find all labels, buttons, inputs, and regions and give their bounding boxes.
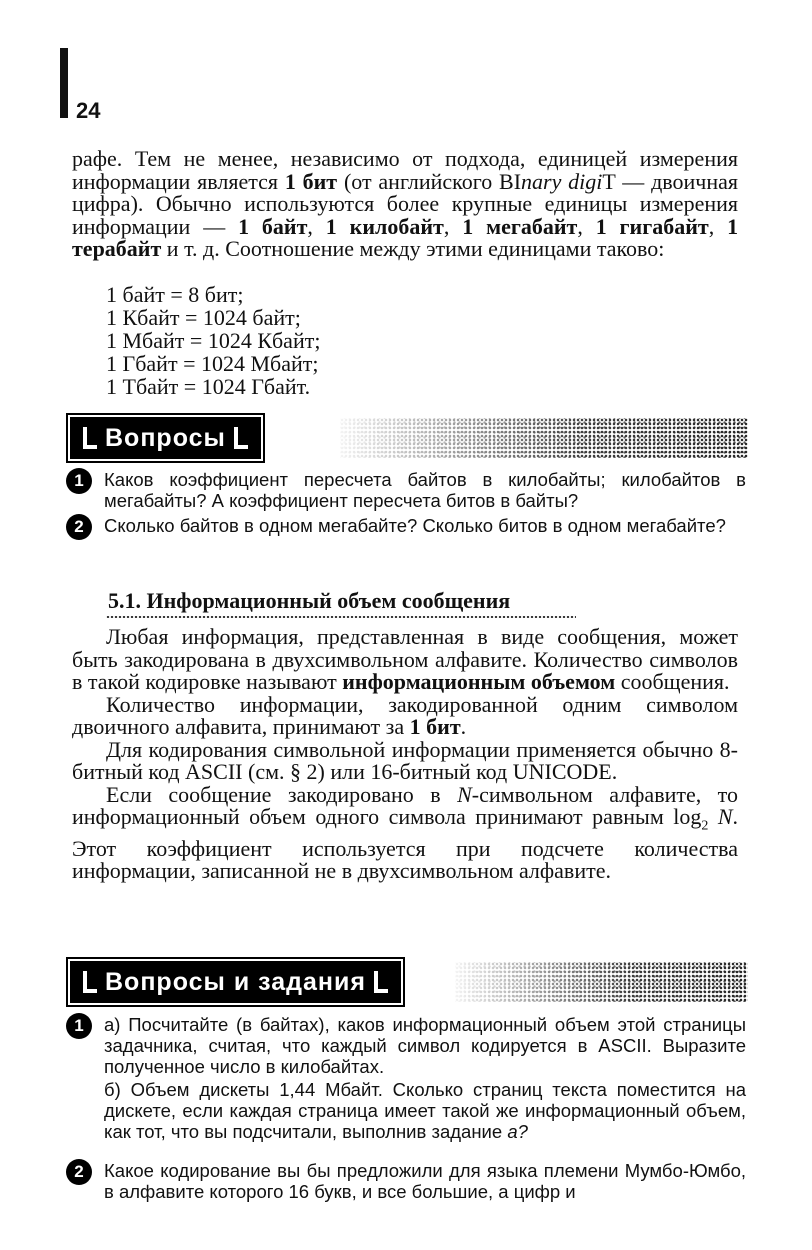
halftone-band [455, 962, 748, 1002]
questions-header-title: Вопросы [105, 423, 226, 452]
section-paragraph: Если сообщение закодировано в N-символьном алфавите, то информационный объем одного символа принимают равным $\log_2 N$. Этот коэффициент используется при подсчете количества информации, записанной не в двухсимвольном алфавите. [72, 781, 739, 884]
questions-and-tasks-header [70, 962, 401, 1002]
section-paragraph: Любая информация, представленная в виде сообщения, может быть закодирована в двухсимвольном алфавите. Количество символов в такой кодировке называют информационным объемом сообщения. [72, 624, 738, 694]
equivalence-line: 1 Кбайт = 1024 байт; [106, 305, 301, 330]
question-number-badge: 2 [66, 514, 92, 540]
question-item [66, 515, 746, 540]
unit-equivalence-list [106, 283, 320, 398]
question-number-badge: 1 [66, 468, 92, 494]
questions-header [70, 418, 261, 458]
question-item [66, 469, 746, 511]
question-text: Каков коэффициент пересчета байтов в килобайты; килобайтов в мегабайты? А коэффициент пересчета битов в байты? [104, 469, 746, 511]
questions-header-label-box [70, 417, 261, 459]
page-marker-bar [60, 48, 68, 118]
corner-mark-icon [374, 971, 388, 993]
section-title-rule [106, 616, 576, 618]
task-text-a: а) Посчитайте (в байтах), каков информационный объем этой страницы задачника, считая, что каждый символ кодируется в ASCII. Выразите полученное число в килобайтах. [104, 1014, 746, 1077]
equivalence-line: 1 байт = 8 бит; [106, 282, 244, 307]
questions-and-tasks-label-box [70, 961, 401, 1003]
equivalence-line: 1 Мбайт = 1024 Кбайт; [106, 328, 321, 353]
task-number-badge: 1 [66, 1013, 92, 1039]
intro-paragraph: рафе. Тем не менее, независимо от подхода, единицей измерения информации является 1 бит (от английского BInary digiT — двоичная цифра). Обычно используются более крупные единицы измерения информации — 1 байт, 1 килобайт, 1 мегабайт, 1 гигабайт, 1 терабайт и т. д. Соотношение между этими единицами таково: [72, 146, 739, 261]
questions-and-tasks-title: Вопросы и задания [105, 967, 366, 996]
task-item [66, 1160, 746, 1202]
equivalence-line: 1 Гбайт = 1024 Мбайт; [106, 351, 319, 376]
corner-mark-icon [83, 427, 97, 449]
corner-mark-icon [234, 427, 248, 449]
section-title: 5.1. Информационный объем сообщения [108, 588, 511, 613]
section-paragraph: Для кодирования символьной информации применяется обычно 8-битный код ASCII (см. § 2) или 16-битный код UNICODE. [72, 736, 738, 784]
question-text: Сколько байтов в одном мегабайте? Сколько битов в одном мегабайте? [104, 515, 726, 536]
task-item [66, 1014, 746, 1142]
corner-mark-icon [83, 971, 97, 993]
section-paragraph: Количество информации, закодированной одним символом двоичного алфавита, принимают за 1 бит. [72, 691, 738, 739]
halftone-band [340, 418, 748, 458]
section-body [72, 626, 738, 883]
task-number-badge: 2 [66, 1159, 92, 1185]
task-text-b: б) Объем дискеты 1,44 Мбайт. Сколько страниц текста поместится на дискете, если каждая страница имеет такой же информационный объем, как тот, что вы подсчитали, выполнив задание а? [104, 1079, 746, 1142]
page-number: 24 [76, 98, 101, 123]
task-text: Какое кодирование вы бы предложили для языка племени Мумбо-Юмбо, в алфавите которого 16 букв, и все большие, а цифр и [104, 1160, 746, 1202]
equivalence-line: 1 Тбайт = 1024 Гбайт. [106, 374, 311, 399]
